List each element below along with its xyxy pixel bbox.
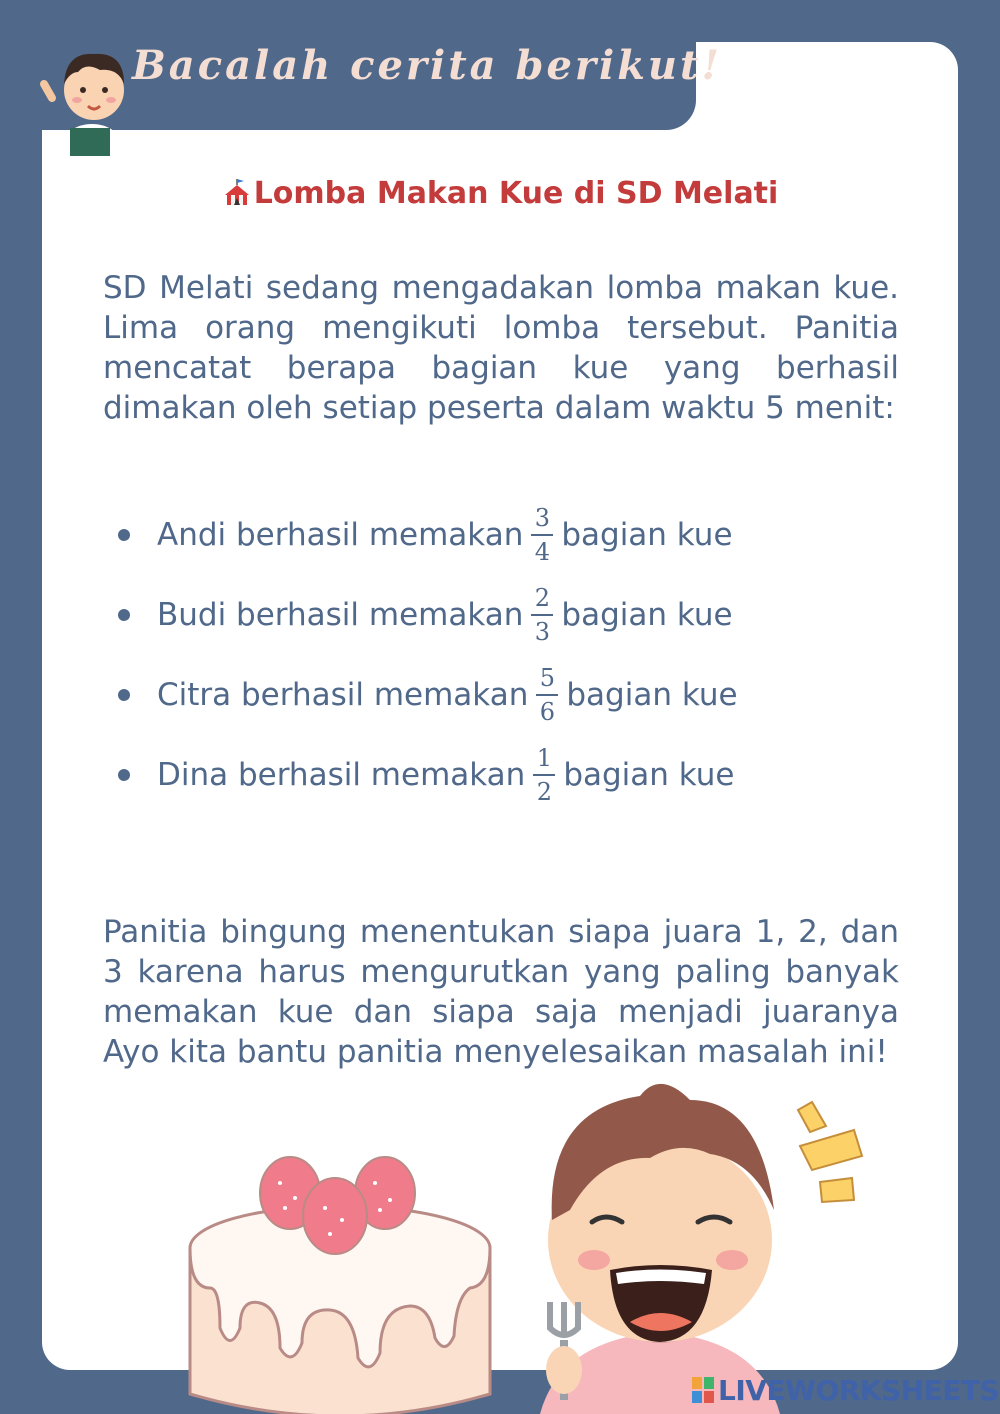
fraction-bar [531,614,553,616]
item-text: Andi berhasil memakan [157,517,524,553]
fraction-denominator: 6 [539,698,555,726]
header-title: Bacalah cerita berikut! [132,42,723,89]
fraction-numerator: 1 [536,744,552,772]
fraction [531,585,553,645]
fraction [533,745,555,805]
bullet-icon [118,689,130,701]
teacher-reading-illustration [30,28,140,168]
item-suffix: bagian kue [561,597,733,633]
list-item [118,740,735,810]
fraction-numerator: 3 [534,504,550,532]
story-title-line [0,176,1000,211]
list-item [118,580,733,650]
bullet-icon [118,529,130,541]
story-title: Lomba Makan Kue di SD Melati [253,176,779,211]
fraction [531,505,553,565]
liveworksheets-logo-icon [692,1377,714,1403]
laughing-boy-illustration [530,1070,870,1414]
fraction-denominator: 2 [536,778,552,806]
item-text: Budi berhasil memakan [157,597,524,633]
circus-tent-icon [222,177,252,207]
item-text: Dina berhasil memakan [157,757,526,793]
fraction-bar [536,694,558,696]
list-item [118,660,738,730]
intro-paragraph: SD Melati sedang mengadakan lomba makan kue. Lima orang mengikuti lomba tersebut. Panitia mencatat berapa bagian kue yang berhasil dimakan oleh setiap peserta dalam waktu 5 menit: [103,270,899,426]
item-suffix: bagian kue [561,517,733,553]
strawberry-cake-illustration [180,1138,500,1414]
item-text: Citra berhasil memakan [157,677,529,713]
fraction-numerator: 2 [534,584,551,612]
watermark-text: LIVEWORKSHEETS [718,1373,1000,1407]
fraction-denominator: 3 [534,618,551,646]
list-item [118,500,733,570]
fraction-bar [533,774,555,776]
bullet-icon [118,769,130,781]
fraction [536,665,558,725]
item-suffix: bagian kue [563,757,735,793]
liveworksheets-watermark [692,1372,999,1408]
fraction-denominator: 4 [534,538,550,566]
closing-paragraph: Panitia bingung menentukan siapa juara 1, 2, dan 3 karena harus mengurutkan yang paling banyak memakan kue dan siapa saja menjadi juaranya Ayo kita bantu panitia menyelesaikan masalah ini! [103,914,899,1070]
fraction-bar [531,534,553,536]
item-suffix: bagian kue [566,677,738,713]
bullet-icon [118,609,130,621]
fraction-numerator: 5 [539,664,555,692]
